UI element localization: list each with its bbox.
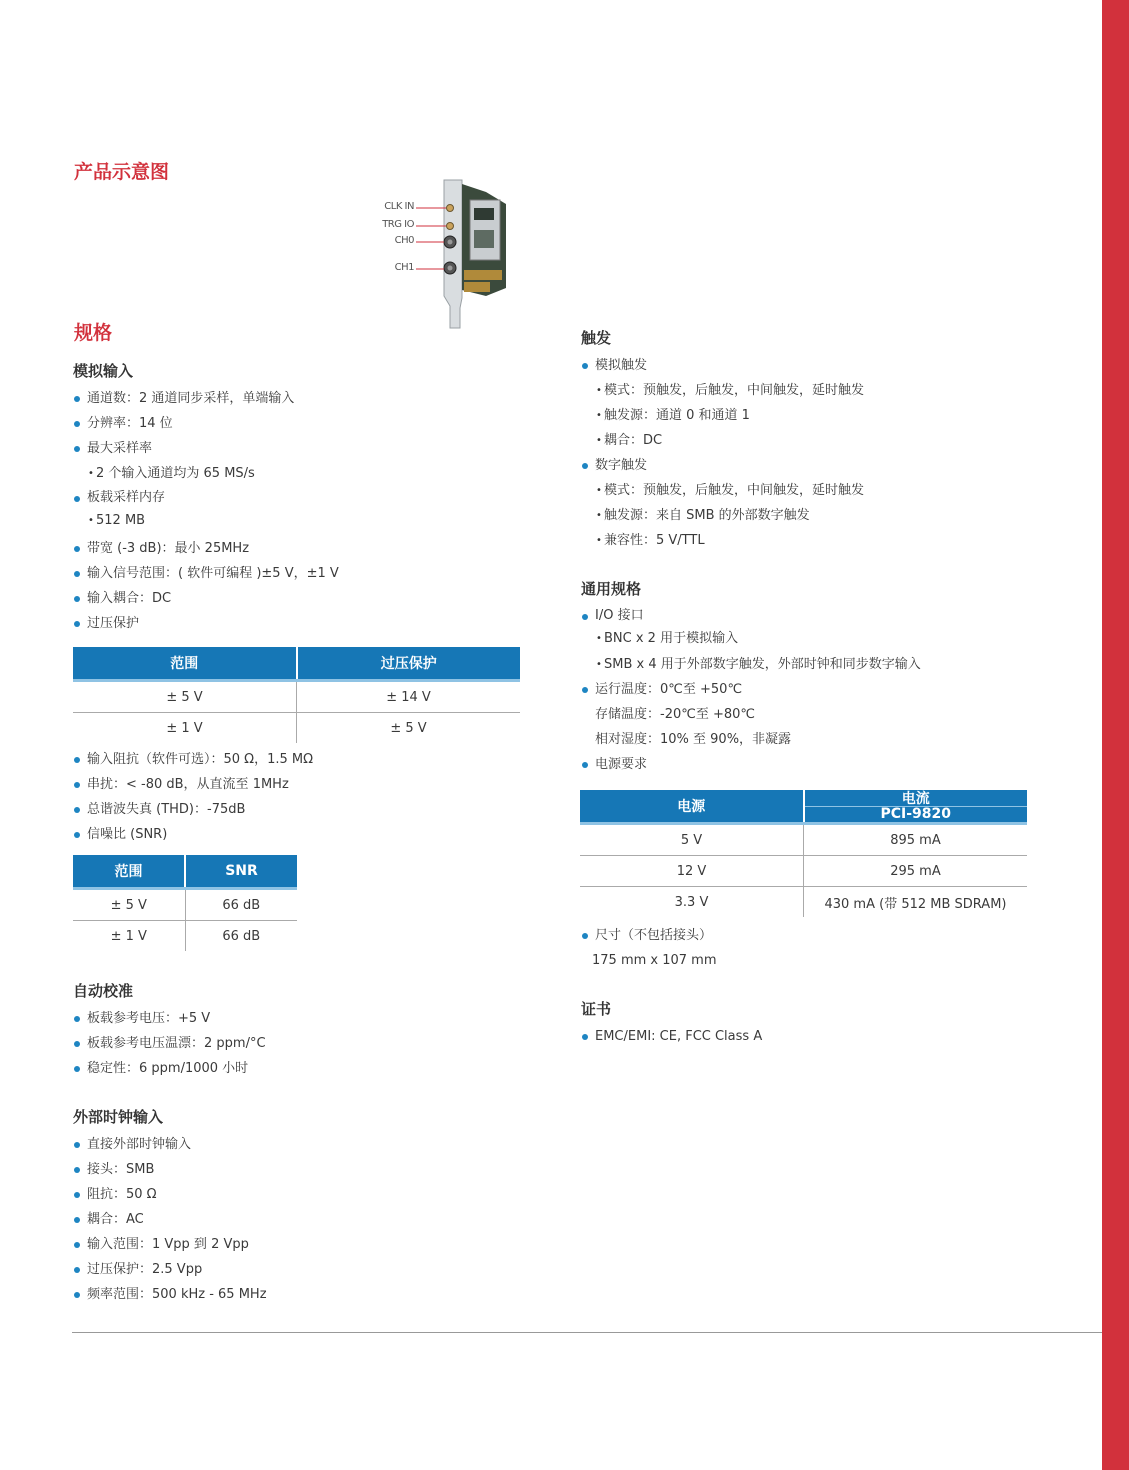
table-cell: 66 dB <box>185 889 297 921</box>
list-item: 分辨率：14 位 <box>74 411 339 436</box>
list-item: 存储温度：-20℃至 +80℃ <box>595 707 755 722</box>
list-item: 稳定性：6 ppm/1000 小时 <box>74 1056 266 1081</box>
table-cell: 430 mA (带 512 MB SDRAM) <box>824 896 1007 912</box>
table-header: 过压保护 <box>297 647 521 681</box>
table-row <box>73 681 520 713</box>
list-item: 耦合：AC <box>74 1207 267 1232</box>
list-item: 最大采样率 <box>74 436 339 461</box>
list-item: 过压保护：2.5 Vpp <box>74 1257 267 1282</box>
power-table <box>580 790 1027 917</box>
list-subitem: • SMB x 4 用于外部数字触发，外部时钟和同步数字输入 <box>582 652 921 677</box>
table-cell: ± 1 V <box>73 921 185 952</box>
list-item: 过压保护 <box>74 611 339 636</box>
list-subitem: • 模式：预触发，后触发，中间触发，延时触发 <box>582 378 864 403</box>
list-item: 通道数：2 通道同步采样，单端输入 <box>74 386 339 411</box>
list-subitem: • 模式：预触发，后触发，中间触发，延时触发 <box>582 478 864 503</box>
list-item: 频率范围：500 kHz - 65 MHz <box>74 1282 267 1307</box>
table-row <box>580 887 1027 918</box>
list-item: 相对湿度：10% 至 90%，非凝露 <box>595 732 792 747</box>
list-item: 运行温度：0℃至 +50℃ <box>582 677 921 702</box>
list-item: EMC/EMI: CE, FCC Class A <box>582 1024 762 1049</box>
table-row <box>580 856 1027 887</box>
list-item: 数字触发 <box>582 453 864 478</box>
list-item: 输入范围：1 Vpp 到 2 Vpp <box>74 1232 267 1257</box>
list-subitem: • 触发源：来自 SMB 的外部数字触发 <box>582 503 864 528</box>
table-header: 电源 <box>580 790 804 824</box>
ext-clock-title: 外部时钟输入 <box>73 1108 164 1126</box>
table-header: 范围 <box>73 647 297 681</box>
list-item: 板载参考电压：+5 V <box>74 1006 266 1031</box>
list-item: 总谐波失真 (THD)：-75dB <box>74 797 313 822</box>
list-item: 电源要求 <box>582 752 921 777</box>
callout-clk-in: CLK IN <box>384 201 414 212</box>
ext-clock-list <box>74 1132 267 1307</box>
list-item: 尺寸（不包括接头） <box>582 923 717 948</box>
table-row <box>73 921 297 952</box>
list-subitem: • 512 MB <box>74 509 339 532</box>
table-header: SNR <box>185 855 297 889</box>
table-cell: 895 mA <box>804 824 1028 856</box>
footer-divider <box>72 1332 1102 1333</box>
general-list-2 <box>582 923 717 973</box>
trigger-list <box>582 353 864 553</box>
list-item: 输入阻抗（软件可选）：50 Ω，1.5 MΩ <box>74 747 313 772</box>
list-item: I/O 接口 <box>582 604 921 627</box>
auto-cal-title: 自动校准 <box>73 982 134 1000</box>
list-subitem: • 兼容性：5 V/TTL <box>582 528 864 553</box>
table-header-model: PCI-9820 <box>880 805 952 822</box>
table-header: 范围 <box>73 855 185 889</box>
overvoltage-table <box>73 647 520 743</box>
list-item: 175 mm x 107 mm <box>592 953 717 968</box>
table-cell: 12 V <box>580 856 804 887</box>
table-cell: ± 5 V <box>73 681 297 713</box>
list-item: 信噪比 (SNR) <box>74 822 313 847</box>
general-title: 通用规格 <box>581 580 642 598</box>
list-item: 带宽 (-3 dB)：最小 25MHz <box>74 536 339 561</box>
list-item: 阻抗：50 Ω <box>74 1182 267 1207</box>
list-item: 板载参考电压温漂：2 ppm/°C <box>74 1031 266 1056</box>
callout-ch0: CH0 <box>394 235 414 246</box>
list-subitem: • BNC x 2 用于模拟输入 <box>582 627 921 650</box>
table-cell: 5 V <box>580 824 804 856</box>
list-item: 输入信号范围：( 软件可编程 )±5 V，±1 V <box>74 561 339 586</box>
cert-list <box>582 1024 762 1049</box>
section-title-product: 产品示意图 <box>74 161 170 183</box>
table-cell: 295 mA <box>804 856 1028 887</box>
table-header-current: 电流 <box>805 792 1028 807</box>
analog-input-list <box>74 386 339 636</box>
snr-table <box>73 855 297 951</box>
table-cell: 66 dB <box>222 928 261 944</box>
table-header <box>804 790 1028 824</box>
table-row <box>580 824 1027 856</box>
list-subitem: • 触发源：通道 0 和通道 1 <box>582 403 864 428</box>
list-item: 直接外部时钟输入 <box>74 1132 267 1157</box>
page-edge-bar <box>1102 0 1129 1470</box>
list-item: 接头：SMB <box>74 1157 267 1182</box>
section-title-spec: 规格 <box>74 322 113 344</box>
list-item: 板载采样内存 <box>74 486 339 509</box>
callout-trg-io: TRG IO <box>382 219 414 230</box>
general-list <box>582 604 921 777</box>
table-row <box>73 889 297 921</box>
list-item: 串扰：< -80 dB，从直流至 1MHz <box>74 772 313 797</box>
analog-input-title: 模拟输入 <box>73 362 134 380</box>
auto-cal-list <box>74 1006 266 1081</box>
list-item: 输入耦合：DC <box>74 586 339 611</box>
table-cell: 3.3 V <box>580 887 804 918</box>
table-cell: ± 1 V <box>73 713 297 744</box>
trigger-title: 触发 <box>581 329 612 347</box>
table-cell: ± 5 V <box>390 720 427 736</box>
list-subitem: • 2 个输入通道均为 65 MS/s <box>74 461 339 486</box>
cert-title: 证书 <box>581 1000 612 1018</box>
table-cell: ± 5 V <box>73 889 185 921</box>
table-cell: ± 14 V <box>297 681 521 713</box>
table-row <box>73 713 520 744</box>
product-image <box>378 178 518 330</box>
list-item: 模拟触发 <box>582 353 864 378</box>
analog-input-list-2 <box>74 747 313 847</box>
callout-ch1: CH1 <box>394 262 414 273</box>
list-subitem: • 耦合：DC <box>582 428 864 453</box>
